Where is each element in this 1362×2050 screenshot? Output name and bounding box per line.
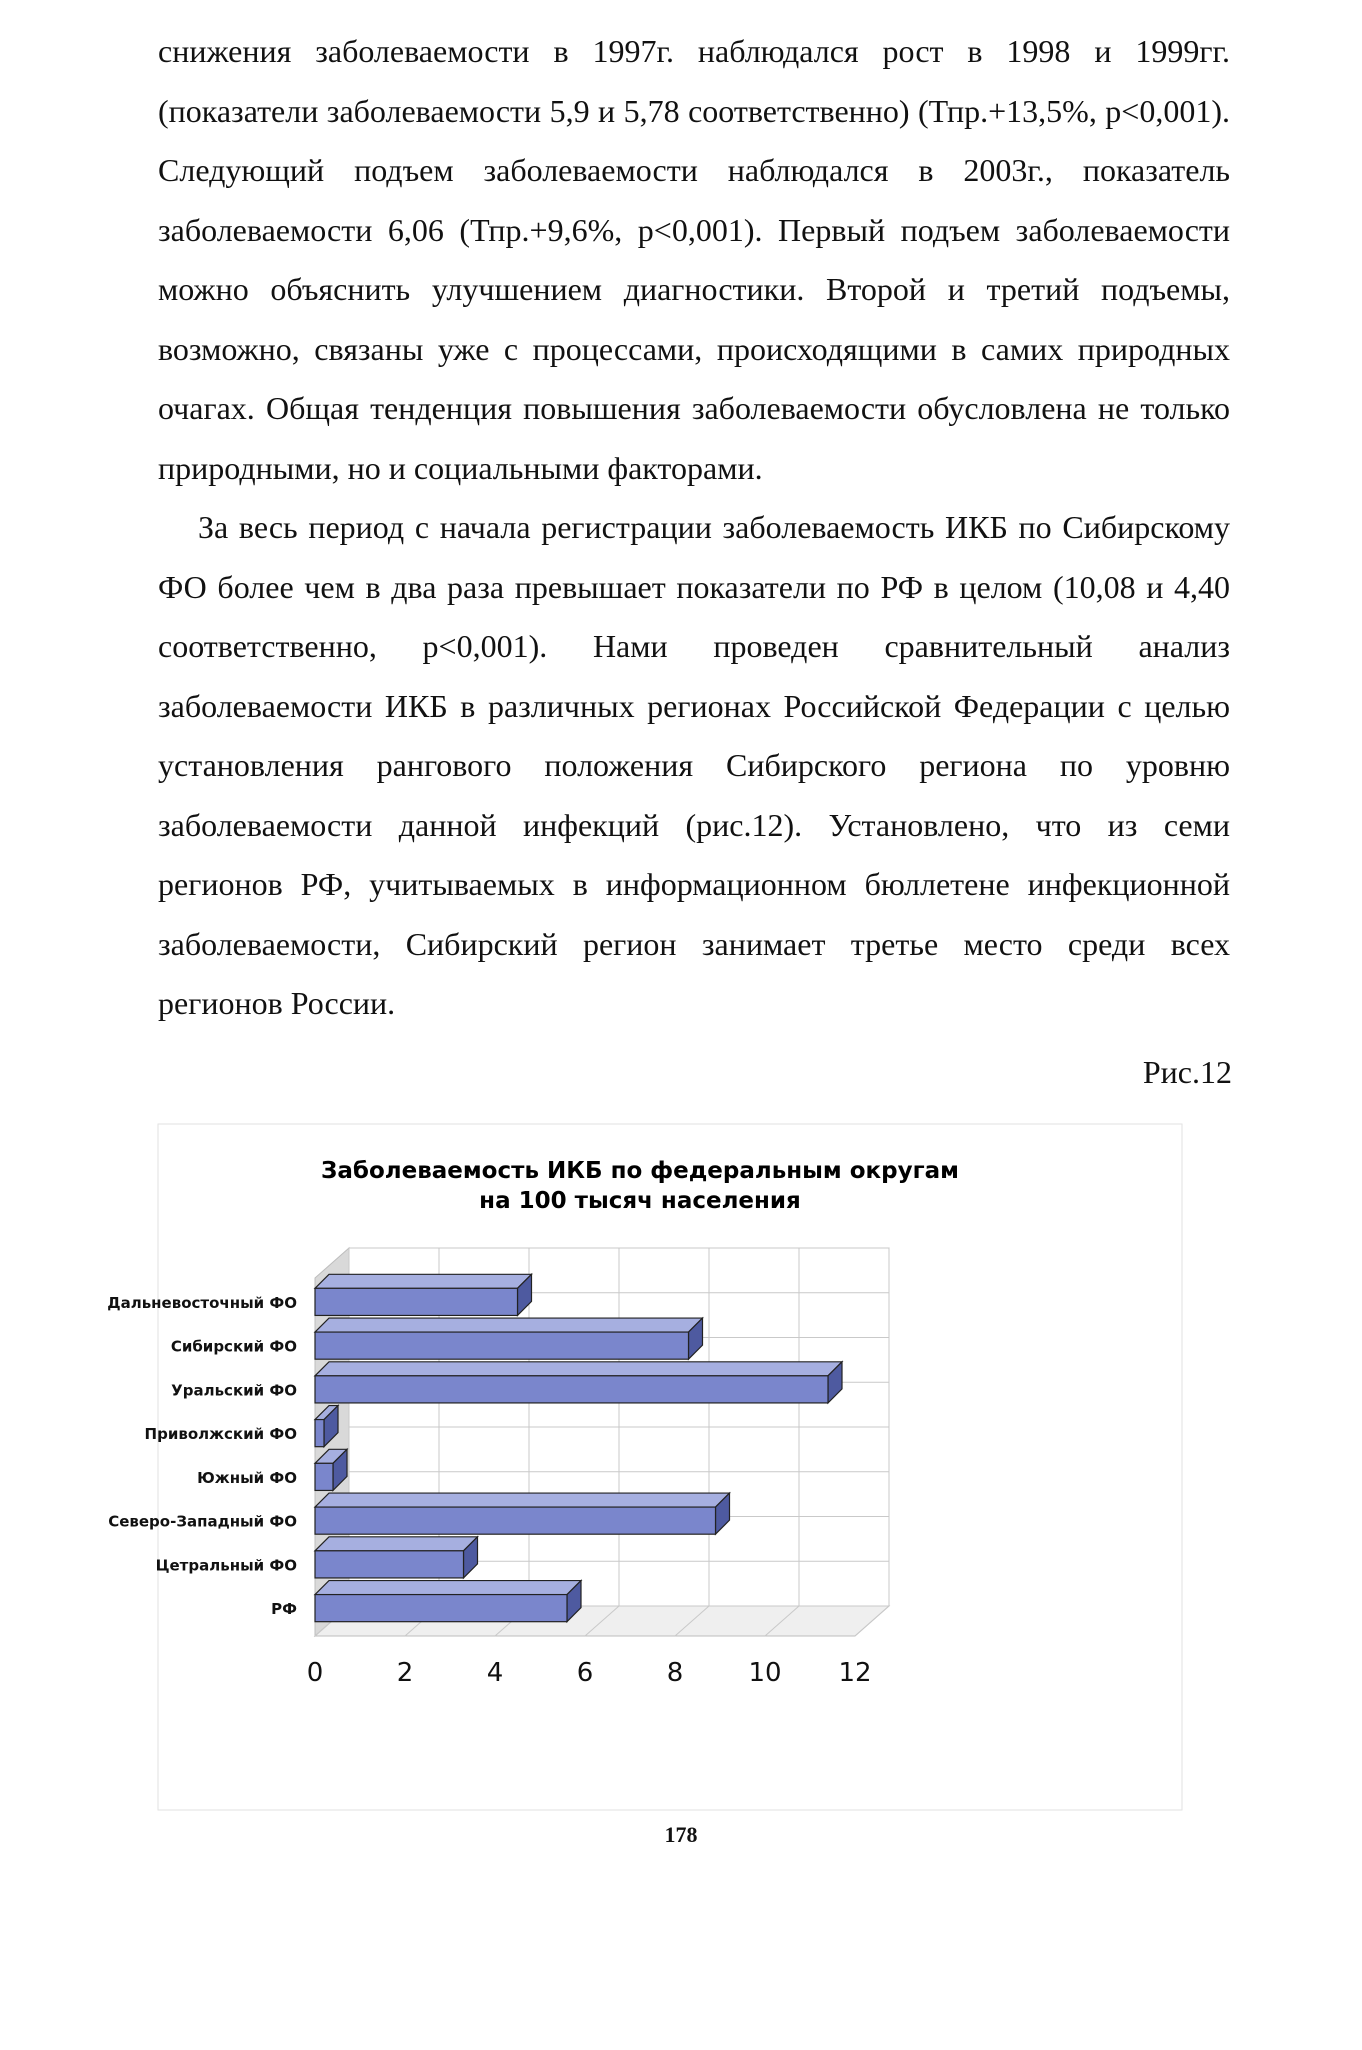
bar-top: [315, 1274, 532, 1288]
bar-top: [315, 1537, 478, 1551]
bar-front: [315, 1551, 464, 1578]
bar: [315, 1274, 532, 1315]
category-label: Цетральный ФО: [155, 1556, 297, 1575]
chart-category-labels: [107, 1294, 297, 1618]
x-tick-label: 10: [748, 1658, 782, 1688]
category-label: Приволжский ФО: [144, 1425, 297, 1444]
bar: [315, 1318, 703, 1359]
figure-label: Рис.12: [1142, 1054, 1232, 1090]
chart-container: [107, 1118, 1190, 1818]
bar-front: [315, 1595, 567, 1622]
bar: [315, 1581, 581, 1622]
category-label: РФ: [271, 1600, 297, 1619]
x-tick-label: 8: [666, 1658, 684, 1688]
bar-front: [315, 1332, 689, 1359]
bar: [315, 1493, 730, 1534]
x-tick-label: 6: [576, 1658, 594, 1688]
category-label: Южный ФО: [197, 1468, 297, 1487]
category-label: Дальневосточный ФО: [107, 1293, 297, 1312]
bar-front: [315, 1376, 828, 1403]
bar-front: [315, 1420, 324, 1447]
category-label: Северо-Западный ФО: [108, 1512, 297, 1531]
bar-front: [315, 1463, 333, 1490]
bar-top: [315, 1493, 730, 1507]
paragraph-1: снижения заболеваемости в 1997г. наблюдался рост в 1998 и 1999гг. (показатели заболеваемости 5,9 и 5,78 соответственно) (Тпр.+13,5%, p<0,001). Следующий подъем заболеваемости наблюдался в 2003г., показатель заболеваемости 6,06 (Тпр.+9,6%, p<0,001). Первый подъем заболеваемости можно объяснить улучшением диагностики. Второй и третий подъемы, возможно, связаны уже с процессами, происходящими в самих природных очагах. Общая тенденция повышения заболеваемости обусловлена не только природными, но и социальными факторами.: [158, 33, 1230, 486]
chart-title-line-1: Заболеваемость ИКБ по федеральным округам: [321, 1158, 959, 1184]
x-tick-label: 2: [396, 1658, 414, 1688]
bar-top: [315, 1318, 703, 1332]
bar-chart: [107, 1118, 1190, 1818]
bar-top: [315, 1362, 842, 1376]
chart-x-ticks: [307, 1658, 872, 1688]
paragraph-2: За весь период с начала регистрации заболеваемость ИКБ по Сибирскому ФО более чем в два раза превышает показатели по РФ в целом (10,08 и 4,40 соответственно, p<0,001). Нами проведен сравнительный анализ заболеваемости ИКБ в различных регионах Российской Федерации с целью установления рангового положения Сибирского региона по уровню заболеваемости данной инфекций (рис.12). Установлено, что из семи регионов РФ, учитываемых в информационном бюллетене инфекционной заболеваемости, Сибирский регион занимает третье место среди всех регионов России.: [158, 509, 1230, 1021]
category-label: Уральский ФО: [171, 1381, 297, 1400]
bar-top: [315, 1581, 581, 1595]
page-number: 178: [664, 1822, 698, 1847]
bar: [315, 1362, 842, 1403]
chart-title-line-2: на 100 тысяч населения: [479, 1188, 801, 1214]
body-text: [158, 22, 1230, 1034]
bar-front: [315, 1288, 518, 1315]
x-tick-label: 4: [486, 1658, 504, 1688]
x-tick-label: 0: [306, 1658, 324, 1688]
x-tick-label: 12: [838, 1658, 872, 1688]
bar: [315, 1537, 478, 1578]
category-label: Сибирский ФО: [170, 1337, 297, 1356]
bar-front: [315, 1507, 716, 1534]
